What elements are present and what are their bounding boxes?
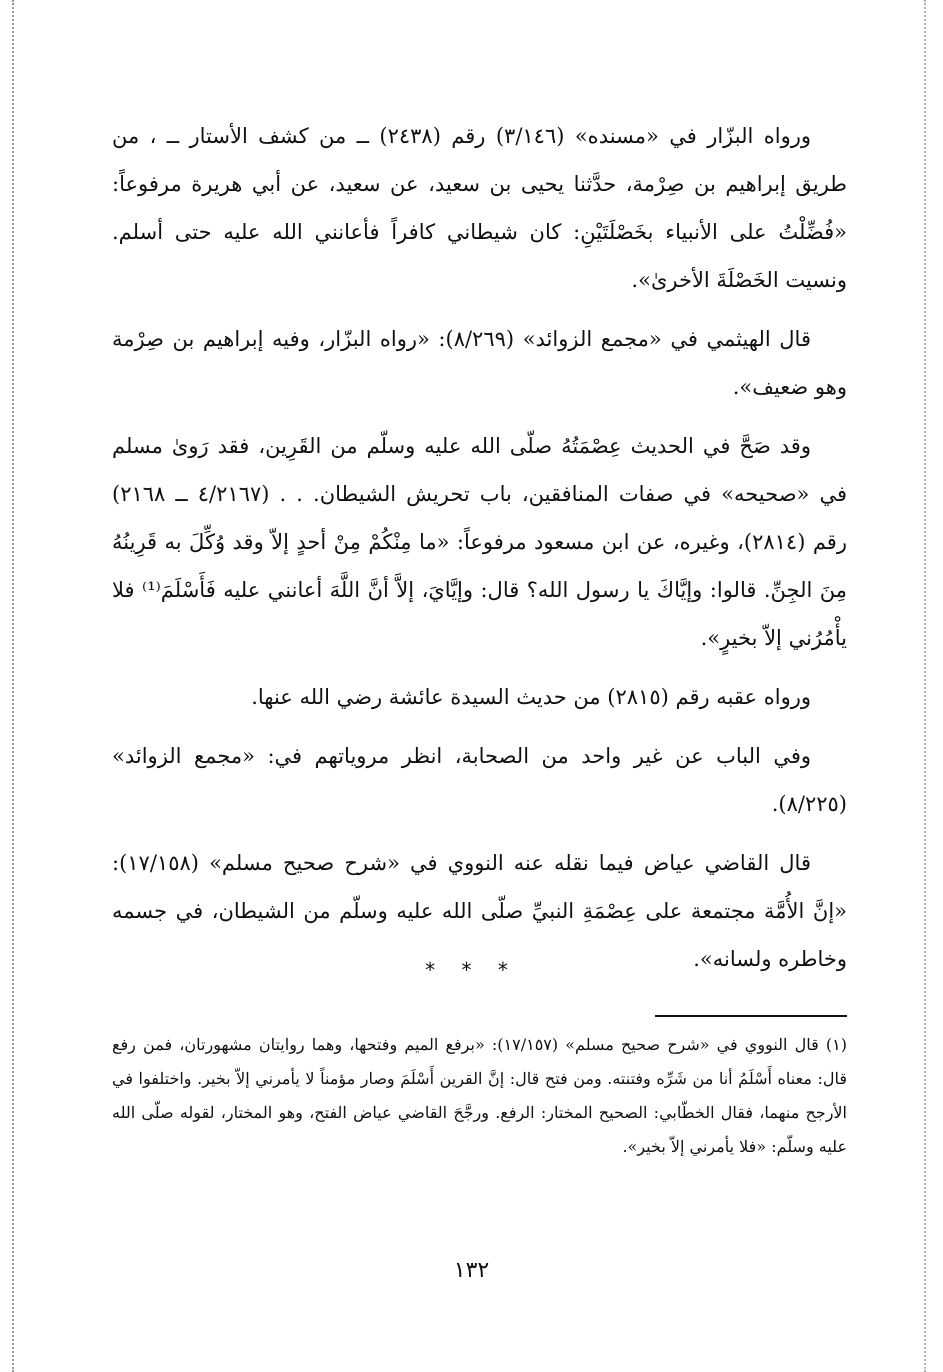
footnote-divider <box>655 1015 847 1017</box>
main-text <box>112 112 847 994</box>
page-number: ١٣٢ <box>453 1258 490 1283</box>
paragraph-muslim: وقد صَحَّ في الحديث عِصْمَتُهُ صلّى الله عليه وسلّم من القَرِين، فقد رَوىٰ مسلم في «صحيحه» في صفات المنافقين، باب تحريش الشيطان. . . (٤/٢١٦٧ ــ ٢١٦٨) رقم (٢٨١٤)، وغيره، عن ابن مسعود مرفوعاً: «ما مِنْكُمْ مِنْ أحدٍ إلاّ وقد وُكِّلَ به قَرِينُهُ مِنَ الجِنِّ. قالوا: وإيَّاكَ يا رسول الله؟ قال: وإيَّايَ، إلاَّ أنَّ اللَّهَ أعانني عليه فَأَسْلَمَ⁽¹⁾ فلا يأْمُرُني إلاّ بخيرٍ». <box>112 434 848 650</box>
footnote: (١) قال النووي في «شرح صحيح مسلم» (١٧/١٥٧): «برفع الميم وفتحها، وهما روايتان مشهورتان، فمن رفع قال: معناه أَسْلَمُ أنا من شَرِّه وفتنته. ومن فتح قال: إنَّ القرين أَسْلَمَ وصار مؤمناً لا يأمرني إلاّ بخير. واختلفوا في الأرجح منهما، فقال الخطّابي: الصحيح المختار: الرفع. ورجَّحَ القاضي عياض الفتح، وهو المختار، لقوله صلّى الله عليه وسلّم: «فلا يأمرني إلاّ بخير». <box>112 1035 848 1156</box>
paragraph-bazzar: ورواه البزّار في «مسنده» (٣/١٤٦) رقم (٢٤٣٨) ــ من كشف الأستار ــ ، من طريق إبراهيم بن صِرْمة، حدَّثنا يحيى بن سعيد، عن سعيد، عن أبي هريرة مرفوعاً: «فُضِّلْتُ على الأنبياء بخَصْلَتَيْنِ: كان شيطاني كافراً فأعانني الله عليه حتى أسلم. ونسيت الخَصْلَةَ الأخرىٰ». <box>112 124 847 292</box>
left-scan-edge <box>12 0 14 1372</box>
section-separator: * * * <box>425 958 518 982</box>
paragraph-haythami: قال الهيثمي في «مجمع الزوائد» (٨/٢٦٩): «رواه البزّار، وفيه إبراهيم بن صِرْمة وهو ضعيف». <box>112 327 847 399</box>
right-scan-edge <box>924 0 926 1372</box>
paragraph-qadi-iyad: قال القاضي عياض فيما نقله عنه النووي في «شرح صحيح مسلم» (١٧/١٥٨): «إنَّ الأُمَّة مجتمعة على عِصْمَةِ النبيِّ صلّى الله عليه وسلّم من الشيطان، في جسمه وخاطره ولسانه». <box>112 851 847 971</box>
paragraph-companions: وفي الباب عن غير واحد من الصحابة، انظر مروياتهم في: «مجمع الزوائد» (٨/٢٢٥). <box>112 744 847 816</box>
paragraph-aisha: ورواه عقبه رقم (٢٨١٥) من حديث السيدة عائشة رضي الله عنها. <box>251 685 811 709</box>
